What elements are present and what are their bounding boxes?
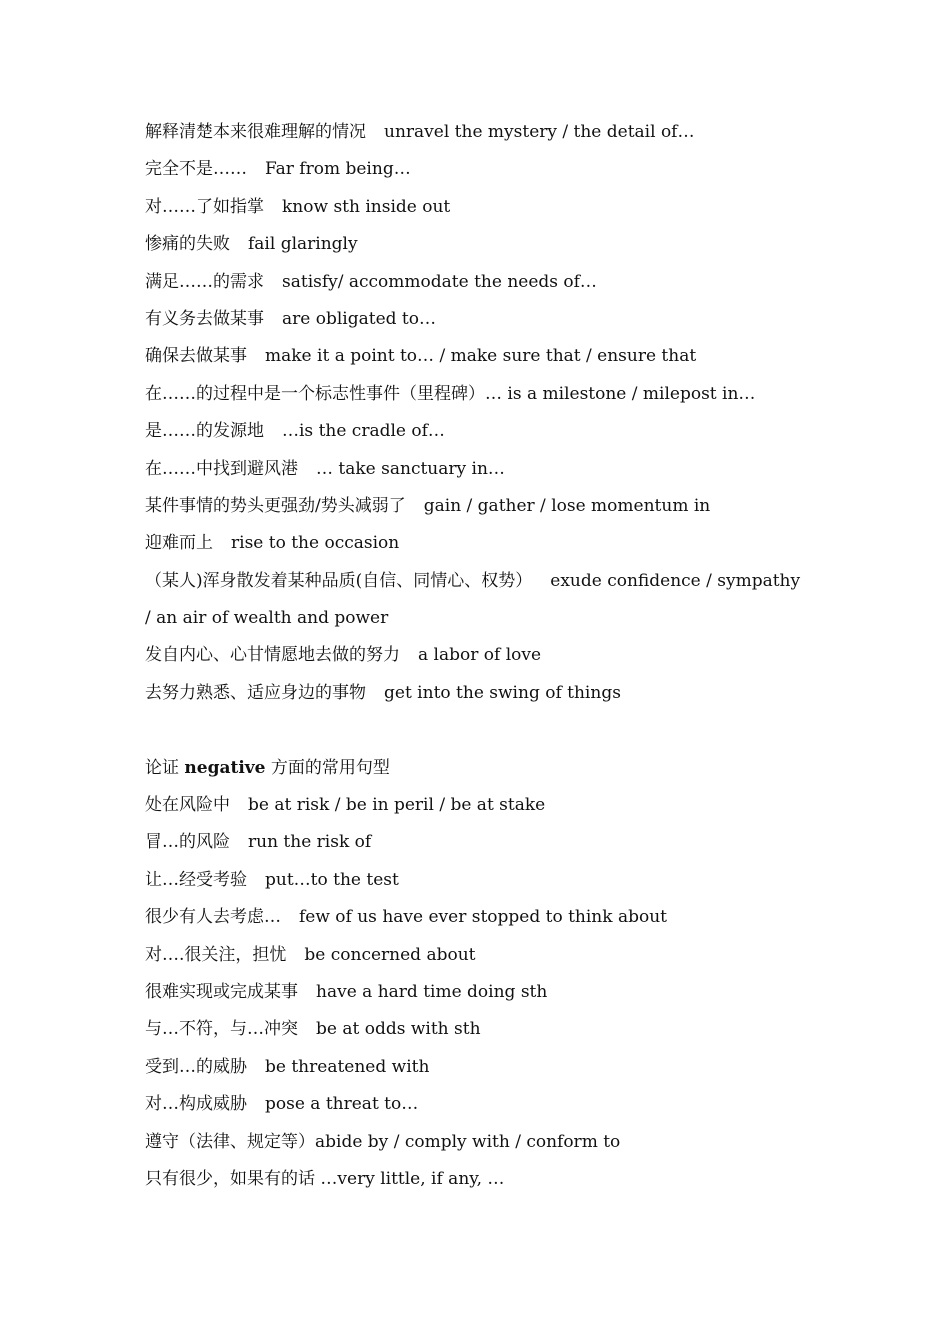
phrase-row — [145, 151, 825, 188]
phrase-chinese: 对….很关注，担忧 — [145, 944, 287, 965]
phrase-chinese: 冒…的风险 — [145, 832, 230, 853]
phrase-chinese: 在……中找到避风港 — [145, 458, 298, 479]
phrase-chinese: 迎难而上 — [145, 533, 213, 554]
phrase-english: rise to the occasion — [231, 533, 400, 554]
phrase-row — [145, 1161, 825, 1198]
phrase-chinese: 去努力熟悉、适应身边的事物 — [145, 682, 366, 703]
phrase-row — [145, 338, 825, 375]
phrase-english: have a hard time doing sth — [316, 981, 548, 1002]
phrase-row-continuation — [145, 600, 825, 637]
phrase-english: unravel the mystery / the detail of… — [384, 122, 695, 142]
phrase-english: a labor of love — [418, 645, 542, 666]
phrase-row — [145, 675, 825, 712]
phrase-english: be threatened with — [265, 1056, 430, 1077]
phrase-english: / an air of wealth and power — [145, 608, 389, 629]
phrase-english: …is the cradle of… — [282, 421, 445, 442]
phrase-english: get into the swing of things — [384, 682, 621, 703]
phrase-row — [145, 488, 825, 525]
phrase-row — [145, 264, 825, 301]
phrase-row — [145, 824, 825, 861]
phrase-chinese: 很难实现或完成某事 — [145, 981, 298, 1002]
phrase-list — [145, 114, 825, 1198]
phrase-english: satisfy/ accommodate the needs of… — [282, 271, 597, 292]
phrase-english: pose a threat to… — [265, 1094, 419, 1115]
blank-line — [145, 712, 825, 749]
phrase-row — [145, 1011, 825, 1048]
phrase-chinese: 让…经受考验 — [145, 869, 247, 890]
phrase-row — [145, 937, 825, 974]
phrase-english: exude confidence / sympathy — [550, 570, 801, 591]
phrase-chinese: 确保去做某事 — [145, 346, 247, 367]
phrase-chinese: 与…不符，与…冲突 — [145, 1019, 298, 1040]
phrase-english: gain / gather / lose momentum in — [423, 495, 711, 516]
phrase-chinese: 某件事情的势头更强劲/势头减弱了 — [145, 495, 406, 516]
section-heading-suffix: 方面的常用句型 — [270, 757, 390, 778]
phrase-row — [145, 226, 825, 263]
phrase-chinese: 处在风险中 — [145, 795, 230, 816]
phrase-chinese: 发自内心、心甘情愿地去做的努力 — [145, 645, 400, 666]
phrase-row — [145, 376, 825, 413]
phrase-chinese: 完全不是…… — [145, 159, 247, 180]
phrase-row — [145, 1086, 825, 1123]
phrase-chinese: 对…构成威胁 — [145, 1094, 247, 1115]
phrase-row — [145, 862, 825, 899]
phrase-english: put…to the test — [265, 869, 399, 890]
phrase-english: … is a milestone / milepost in… — [485, 383, 756, 404]
section-heading — [145, 750, 825, 787]
phrase-row — [145, 301, 825, 338]
phrase-row — [145, 974, 825, 1011]
phrase-chinese: 解释清楚本来很难理解的情况 — [145, 122, 366, 142]
phrase-row — [145, 413, 825, 450]
phrase-row — [145, 189, 825, 226]
phrase-english: run the risk of — [248, 832, 372, 853]
phrase-chinese: 在……的过程中是一个标志性事件（里程碑） — [145, 383, 485, 404]
phrase-chinese: 很少有人去考虑… — [145, 907, 281, 928]
phrase-chinese: 只有很少，如果有的话 — [145, 1168, 315, 1189]
phrase-english: … take sanctuary in… — [316, 458, 505, 479]
section-heading-prefix: 论证 — [145, 757, 179, 778]
phrase-english: fail glaringly — [248, 234, 358, 255]
phrase-english: …very little, if any, … — [320, 1168, 505, 1189]
phrase-chinese: 对……了如指掌 — [145, 196, 264, 217]
phrase-english: make it a point to… / make sure that / ensure that — [265, 346, 697, 367]
phrase-chinese: 受到…的威胁 — [145, 1056, 247, 1077]
phrase-row — [145, 637, 825, 674]
phrase-english: be concerned about — [304, 944, 476, 965]
phrase-chinese: 满足……的需求 — [145, 271, 264, 292]
phrase-chinese: 惨痛的失败 — [145, 234, 230, 255]
phrase-row — [145, 787, 825, 824]
phrase-row — [145, 525, 825, 562]
phrase-english: are obligated to… — [282, 308, 436, 329]
phrase-row — [145, 451, 825, 488]
phrase-chinese: 是……的发源地 — [145, 421, 264, 442]
phrase-row — [145, 114, 825, 151]
phrase-english: Far from being… — [265, 159, 411, 180]
section-heading-bold: negative — [184, 757, 266, 778]
phrase-english: be at risk / be in peril / be at stake — [248, 795, 546, 816]
phrase-english: be at odds with sth — [316, 1019, 481, 1040]
phrase-english: few of us have ever stopped to think about — [299, 907, 667, 928]
phrase-chinese: 有义务去做某事 — [145, 308, 264, 329]
phrase-row — [145, 563, 825, 600]
phrase-row — [145, 1124, 825, 1161]
phrase-english: abide by / comply with / conform to — [315, 1131, 621, 1152]
phrase-english: know sth inside out — [282, 196, 451, 217]
phrase-row — [145, 1049, 825, 1086]
phrase-chinese: 遵守（法律、规定等） — [145, 1131, 315, 1152]
phrase-row — [145, 899, 825, 936]
phrase-chinese: （某人)浑身散发着某种品质(自信、同情心、权势） — [145, 570, 533, 591]
